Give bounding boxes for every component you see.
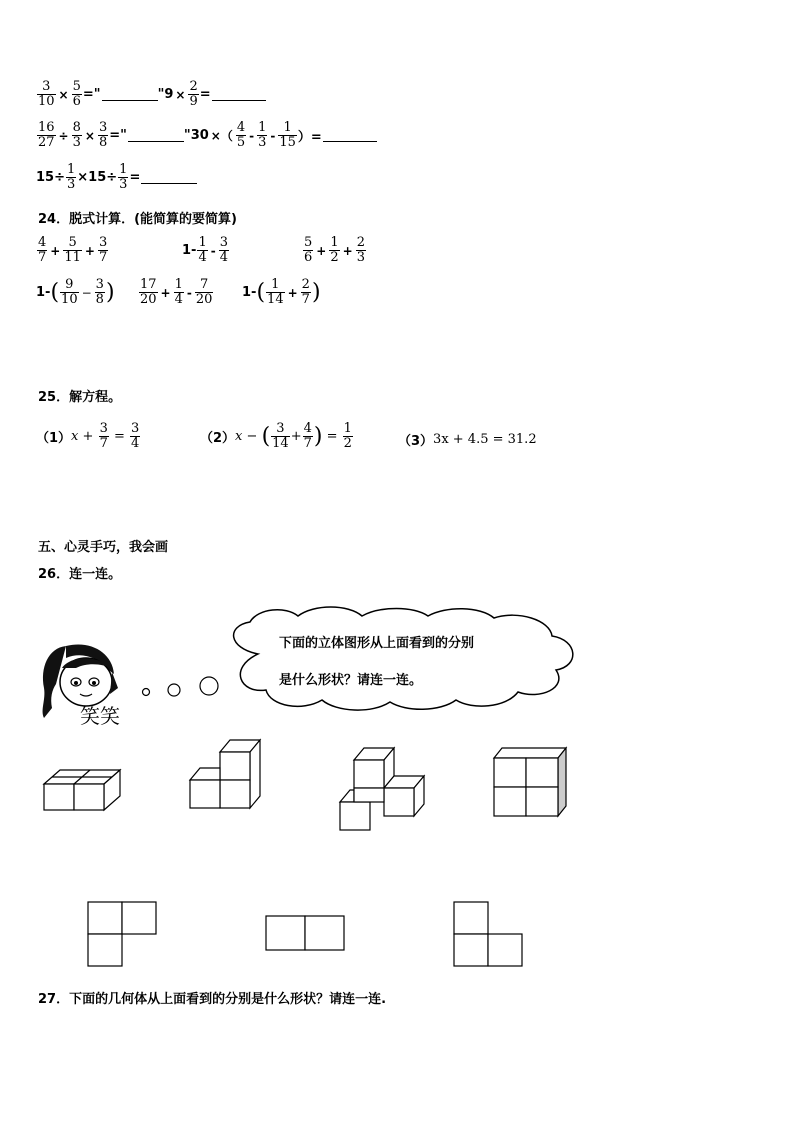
fraction: $\frac{5}{6}$: [304, 235, 313, 265]
question-26-title: 26．连一连。: [38, 567, 122, 582]
fraction: $\frac{1}{14}$: [267, 277, 284, 307]
fraction: $\frac{3}{4}$: [131, 421, 140, 451]
top-view-shape-3: [452, 900, 526, 968]
question-24-title: 24．脱式计算．(能简算的要简算): [38, 212, 237, 227]
q24-expr-d: 1- ( $\frac{9}{10}$ − $\frac{3}{8}$ ): [36, 277, 115, 307]
fraction: $\frac{2}{9}$: [189, 79, 198, 109]
calc-row-1: $\frac{3}{10}$ × $\frac{5}{6}$ =" " 9 × $\frac{2}{9}$ =: [36, 80, 266, 109]
fraction: $\frac{1}{3}$: [258, 120, 267, 150]
q24-expr-b: 1- $\frac{1}{4}$ - $\frac{3}{4}$: [182, 235, 228, 265]
fraction: $\frac{4}{7}$: [303, 421, 312, 451]
fraction: $\frac{1}{2}$: [330, 235, 339, 265]
solid-figure-4: [490, 744, 570, 818]
answer-blank[interactable]: [212, 88, 266, 101]
fraction: $\frac{1}{4}$: [198, 235, 207, 265]
answer-blank[interactable]: [323, 129, 377, 142]
solid-figure-1: [40, 754, 126, 814]
solid-figure-2: [186, 734, 266, 812]
q24-expr-f: 1- ( $\frac{1}{14}$ + $\frac{2}{7}$ ): [242, 277, 321, 307]
fraction: $\frac{8}{3}$: [72, 120, 81, 150]
fraction: $\frac{3}{8}$: [95, 277, 104, 307]
fraction: $\frac{4}{7}$: [38, 235, 47, 265]
thought-cloud: [218, 604, 582, 716]
fraction: $\frac{1}{3}$: [66, 162, 76, 192]
fraction: $\frac{1}{15}$: [279, 120, 296, 150]
top-view-shape-2: [264, 914, 346, 952]
fraction: $\frac{2}{7}$: [301, 277, 310, 307]
fraction: $\frac{1}{2}$: [343, 421, 352, 451]
q24-expr-e: $\frac{17}{20}$ + $\frac{1}{4}$ - $\frac{7}{20}$: [140, 277, 213, 307]
fraction: $\frac{7}{20}$: [195, 277, 213, 307]
fraction: $\frac{2}{3}$: [356, 235, 365, 265]
fraction: $\frac{5}{6}$: [72, 79, 81, 109]
girl-name-label: 笑笑: [80, 704, 120, 728]
cloud-text-line-1: 下面的立体图形从上面看到的分别: [279, 636, 475, 651]
calc-row-3: 15÷ $\frac{1}{3}$ ×15÷ $\frac{1}{3}$ =: [36, 163, 197, 192]
fraction: $\frac{5}{11}$: [64, 235, 81, 265]
top-view-shape-1: [86, 900, 158, 968]
question-25-title: 25．解方程。: [38, 390, 122, 405]
solid-figure-3: [338, 746, 430, 834]
cloud-text-line-2: 是什么形状？请连一连。: [279, 673, 423, 688]
fraction: $\frac{4}{5}$: [236, 120, 246, 150]
fraction: $\frac{16}{27}$: [38, 120, 55, 150]
question-27-title: 27．下面的几何体从上面看到的分别是什么形状？请连一连.: [38, 992, 387, 1007]
q24-expr-c: $\frac{5}{6}$ + $\frac{1}{2}$ + $\frac{2}{3}$: [304, 235, 365, 265]
calc-row-2: $\frac{16}{27}$ ÷ $\frac{8}{3}$ × $\frac{3}{8}$ =" " 30 ×（ $\frac{4}{5}$ - $\frac{1}{3}$ - $\frac{1}{15}$ ）=: [36, 121, 377, 150]
q25-equation-1: （1） x + $\frac{3}{7}$ = $\frac{3}{4}$: [36, 421, 140, 451]
fraction: $\frac{9}{10}$: [61, 277, 78, 307]
thought-dots: [138, 676, 222, 700]
fraction: $\frac{1}{3}$: [119, 162, 128, 192]
fraction: $\frac{3}{4}$: [219, 235, 228, 265]
answer-blank[interactable]: [102, 88, 158, 101]
fraction: $\frac{3}{10}$: [38, 79, 55, 109]
fraction: $\frac{3}{7}$: [98, 235, 108, 265]
fraction: $\frac{1}{4}$: [174, 277, 183, 307]
answer-blank[interactable]: [141, 171, 197, 184]
fraction: $\frac{3}{7}$: [99, 421, 108, 451]
fraction: $\frac{3}{8}$: [98, 120, 108, 150]
fraction: $\frac{3}{14}$: [272, 421, 289, 451]
q25-equation-2: （2） x − ( $\frac{3}{14}$ + $\frac{4}{7}$ ) = $\frac{1}{2}$: [200, 421, 352, 451]
q24-expr-a: $\frac{4}{7}$ + $\frac{5}{11}$ + $\frac{3}{7}$: [38, 235, 108, 265]
section-5-title: 五、心灵手巧，我会画: [38, 540, 169, 555]
q25-equation-3: （3） 3x + 4.5 = 31.2: [398, 432, 537, 449]
answer-blank[interactable]: [128, 129, 184, 142]
fraction: $\frac{17}{20}$: [140, 277, 157, 307]
